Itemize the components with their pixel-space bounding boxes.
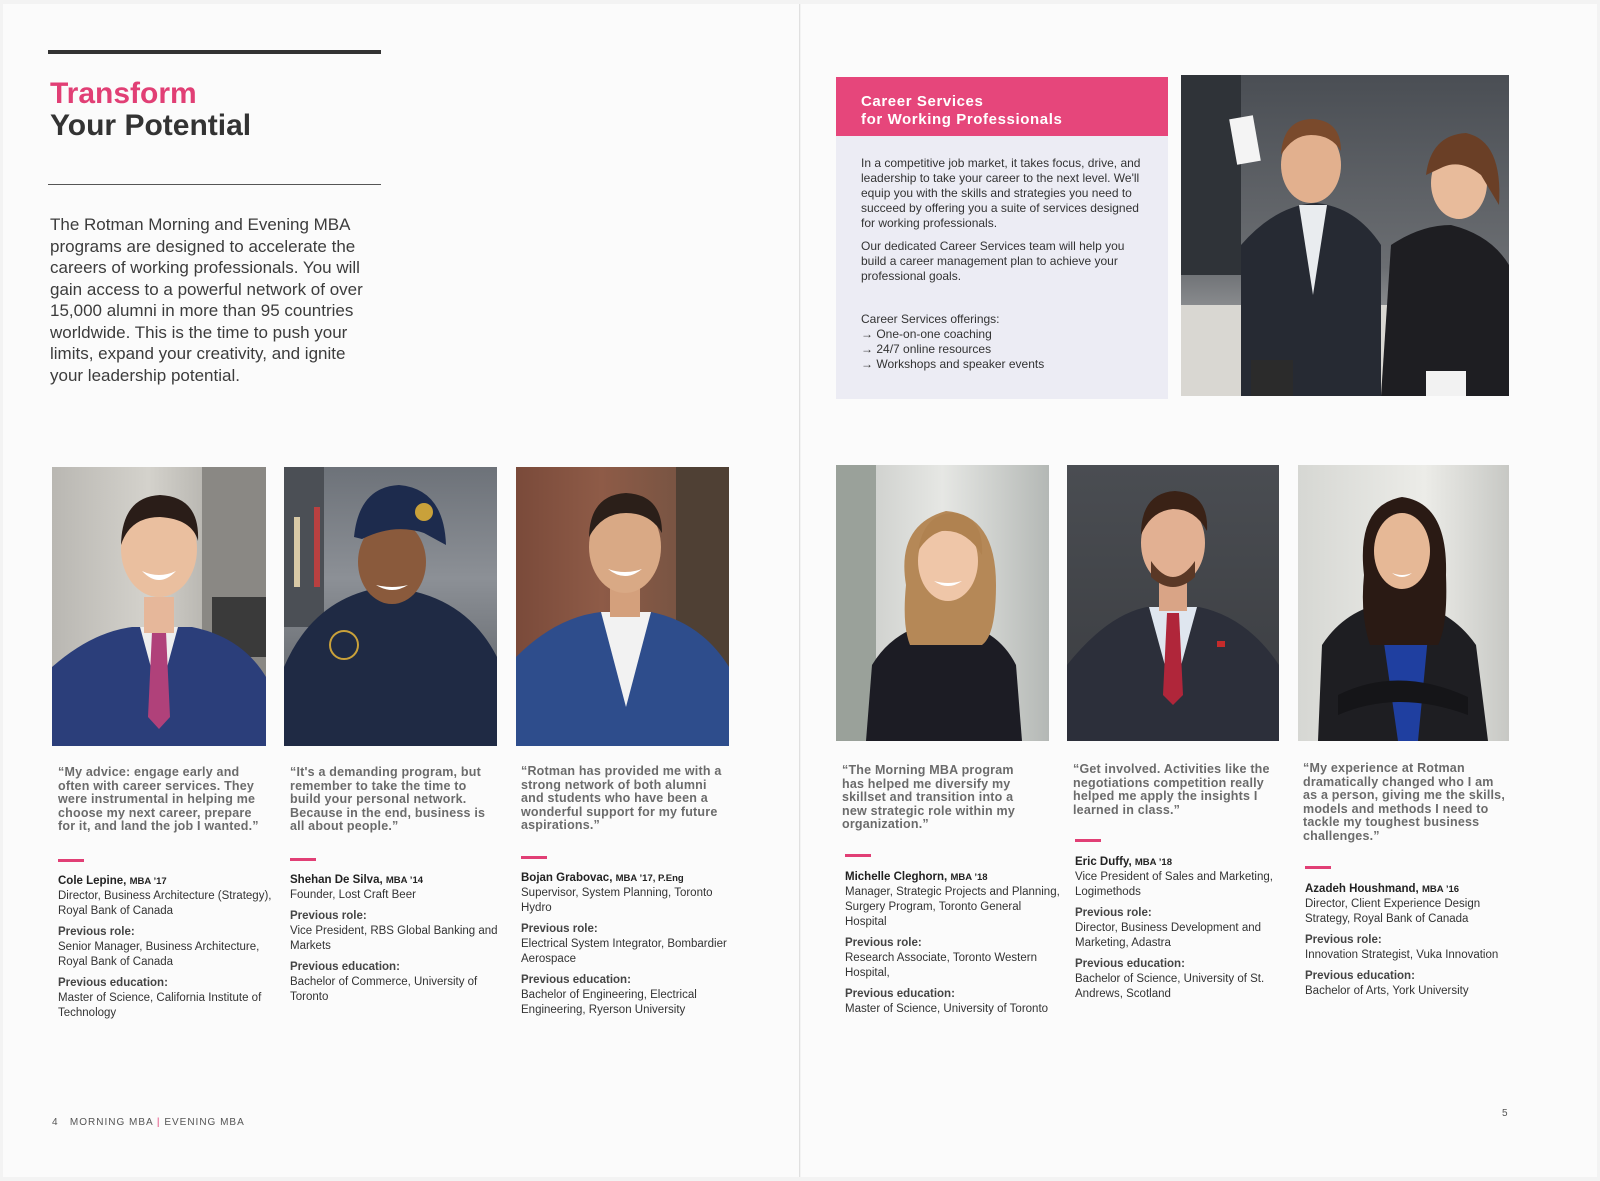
bio-5	[1075, 855, 1290, 1002]
classroom-photo	[1181, 75, 1509, 396]
offerings-label: Career Services offerings:	[861, 312, 1000, 326]
current-role: Founder, Lost Craft Beer	[290, 889, 416, 901]
credential: MBA ’17, P.Eng	[615, 873, 684, 884]
classroom-illustration	[1181, 75, 1509, 396]
previous-education: Bachelor of Engineering, Electrical Engineering, Ryerson University	[521, 989, 697, 1016]
portrait-azadeh-houshmand	[1298, 465, 1509, 741]
previous-role: Director, Business Development and Marketing, Adastra	[1075, 922, 1262, 949]
name: Bojan Grabovac,	[521, 872, 613, 884]
previous-education-label: Previous education:	[521, 974, 631, 986]
previous-role: Senior Manager, Business Architecture, Royal Bank of Canada	[58, 941, 260, 968]
intro-paragraph: The Rotman Morning and Evening MBA programs are designed to accelerate the careers of working professionals. You will gain access to a powerful network of over 15,000 alumni in more than 95 countries worldwide. This is the time to push your limits, expand your creativity, and ignite your leadership potential.	[50, 215, 363, 385]
top-rule	[48, 50, 381, 54]
footer-label-morning: MORNING MBA	[69, 1117, 154, 1128]
arrow-icon: →	[861, 357, 873, 371]
name: Shehan De Silva,	[290, 874, 383, 886]
career-services-header	[836, 77, 1168, 136]
offering-item: → 24/7 online resources	[861, 342, 992, 356]
portrait-shehan-de-silva	[284, 467, 497, 746]
career-services-offerings	[861, 312, 1149, 372]
credential: MBA ’16	[1421, 884, 1460, 895]
bio-6	[1305, 882, 1515, 999]
previous-education: Master of Science, University of Toronto	[845, 1003, 1049, 1015]
offering-item: → One-on-one coaching	[861, 327, 992, 341]
portrait-illustration	[516, 467, 729, 746]
career-services-paragraph: Our dedicated Career Services team will help you build a career management plan to achieve your professional goals.	[861, 239, 1125, 283]
previous-education-label: Previous education:	[290, 961, 400, 973]
portrait-bojan-grabovac	[516, 467, 729, 746]
accent-dash	[1305, 866, 1331, 869]
page-number: 4	[52, 1117, 59, 1128]
credential: MBA ’18	[1134, 857, 1173, 868]
accent-dash	[290, 858, 316, 861]
previous-role-label: Previous role:	[521, 923, 598, 935]
portrait-illustration	[52, 467, 266, 746]
previous-education-label: Previous education:	[845, 988, 955, 1000]
portrait-illustration	[1298, 465, 1509, 741]
bio-3	[521, 871, 746, 1018]
arrow-icon: →	[861, 342, 873, 356]
right-page	[801, 4, 1597, 1177]
name: Eric Duffy,	[1075, 856, 1132, 868]
name: Michelle Cleghorn,	[845, 871, 948, 883]
current-role: Vice President of Sales and Marketing, Logimethods	[1075, 871, 1273, 898]
current-role: Director, Business Architecture (Strategy), Royal Bank of Canada	[58, 890, 272, 917]
previous-role-label: Previous role:	[845, 937, 922, 949]
career-services-body	[861, 156, 1149, 292]
heading-line-1: Transform	[50, 77, 197, 110]
previous-role: Vice President, RBS Global Banking and Markets	[290, 925, 498, 952]
footer-left	[52, 1117, 245, 1128]
bio-1	[58, 874, 273, 1021]
heading-rule	[48, 184, 381, 185]
career-services-title: Career Services for Working Professionals	[861, 93, 1063, 128]
previous-role: Electrical System Integrator, Bombardier Aerospace	[521, 938, 727, 965]
previous-role: Research Associate, Toronto Western Hospital,	[845, 952, 1037, 979]
previous-role: Innovation Strategist, Vuka Innovation	[1305, 949, 1499, 961]
arrow-icon: →	[861, 327, 873, 341]
previous-education: Bachelor of Science, University of St. Andrews, Scotland	[1075, 973, 1265, 1000]
portrait-michelle-cleghorn	[836, 465, 1049, 741]
page-number-right: 5	[1502, 1108, 1508, 1119]
portrait-illustration	[1067, 465, 1279, 741]
previous-role-label: Previous role:	[1075, 907, 1152, 919]
portrait-cole-lepine	[52, 467, 266, 746]
heading-line-2: Your Potential	[50, 109, 252, 142]
accent-dash	[58, 859, 84, 862]
previous-education-label: Previous education:	[1305, 970, 1415, 982]
name: Cole Lepine,	[58, 875, 127, 887]
previous-role-label: Previous role:	[290, 910, 367, 922]
portrait-eric-duffy	[1067, 465, 1279, 741]
previous-role-label: Previous role:	[1305, 934, 1382, 946]
current-role: Supervisor, System Planning, Toronto Hydro	[521, 887, 713, 914]
footer-separator: |	[156, 1117, 161, 1128]
quote-4: “The Morning MBA program has helped me diversify my skillset and transition into a new strategic role within my organization.”	[842, 763, 1016, 831]
quote-1: “My advice: engage early and often with career services. They were instrumental in helping me choose my next career, prepare for it, and land the job I wanted.”	[58, 765, 259, 833]
quote-3: “Rotman has provided me with a strong network of both alumni and students who have been a wonderful support for my future aspirations.”	[521, 764, 722, 832]
quote-6: “My experience at Rotman dramatically changed who I am as a person, giving me the skills, models and methods I need to tackle my toughest business challenges.”	[1303, 761, 1506, 843]
current-role: Manager, Strategic Projects and Planning, Surgery Program, Toronto General Hospital	[845, 886, 1060, 928]
portrait-illustration	[836, 465, 1049, 741]
previous-role-label: Previous role:	[58, 926, 135, 938]
previous-education: Bachelor of Commerce, University of Toronto	[290, 976, 478, 1003]
credential: MBA ’18	[950, 872, 988, 883]
bio-4	[845, 870, 1060, 1017]
previous-education: Master of Science, California Institute of Technology	[58, 992, 262, 1019]
footer-label-evening: EVENING MBA	[164, 1117, 245, 1128]
career-services-box	[836, 77, 1168, 399]
credential: MBA ’14	[385, 875, 424, 886]
accent-dash	[521, 856, 547, 859]
current-role: Director, Client Experience Design Strategy, Royal Bank of Canada	[1305, 898, 1481, 925]
quote-2: “It's a demanding program, but remember to take the time to build your personal network. Because in the end, business is all about people.”	[290, 765, 486, 833]
name: Azadeh Houshmand,	[1305, 883, 1419, 895]
credential: MBA ’17	[129, 876, 167, 887]
offering-item: → Workshops and speaker events	[861, 357, 1045, 371]
accent-dash	[1075, 839, 1101, 842]
left-page	[3, 4, 800, 1177]
career-services-paragraph: In a competitive job market, it takes focus, drive, and leadership to take your career to the next level. We'll equip you with the skills and strategies you need to succeed by offering you a suite of services designed for working professionals.	[861, 156, 1141, 230]
quote-5: “Get involved. Activities like the negotiations competition really helped me apply the insights I learned in class.”	[1073, 762, 1270, 817]
previous-education-label: Previous education:	[58, 977, 168, 989]
previous-education-label: Previous education:	[1075, 958, 1185, 970]
accent-dash	[845, 854, 871, 857]
portrait-illustration	[284, 467, 497, 746]
bio-2	[290, 873, 505, 1005]
previous-education: Bachelor of Arts, York University	[1305, 985, 1469, 997]
